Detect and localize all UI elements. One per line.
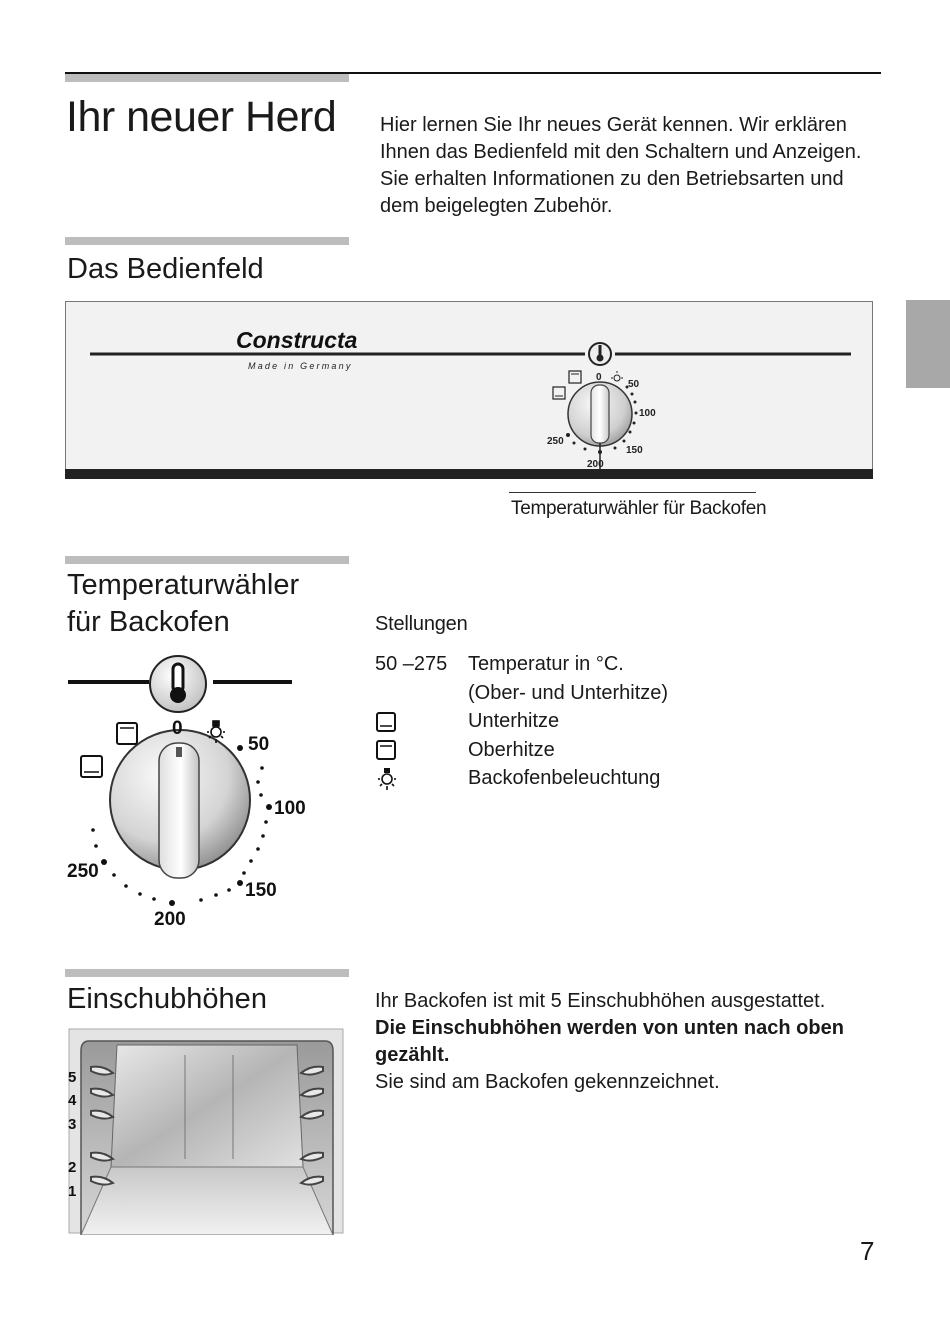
level-label-1: 1 bbox=[68, 1183, 77, 1200]
level-label-4: 4 bbox=[68, 1092, 77, 1109]
panel-dial-label-0: 0 bbox=[596, 372, 602, 383]
oven-light-icon bbox=[375, 764, 465, 793]
position-value: Unterhitze bbox=[468, 710, 560, 732]
level-label-5: 5 bbox=[68, 1069, 77, 1086]
panel-dial-label-200: 200 bbox=[587, 459, 604, 470]
temperature-dial-illustration bbox=[62, 650, 312, 940]
made-in-label: Made in Germany bbox=[248, 361, 353, 371]
position-value: Temperatur in °C. bbox=[468, 653, 624, 675]
panel-dial-label-50: 50 bbox=[628, 379, 640, 390]
positions-heading: Stellungen bbox=[375, 613, 468, 635]
section-title-bedienfeld: Das Bedienfeld bbox=[67, 253, 264, 285]
control-panel-illustration bbox=[65, 301, 873, 479]
section-bar bbox=[65, 556, 349, 564]
section-bar bbox=[65, 237, 349, 245]
chapter-tab bbox=[906, 300, 950, 388]
top-heat-icon bbox=[375, 736, 465, 765]
section-title-einschub: Einschubhöhen bbox=[67, 983, 267, 1015]
panel-dial-label-150: 150 bbox=[626, 445, 643, 456]
level-label-3: 3 bbox=[68, 1116, 77, 1133]
position-value: Oberhitze bbox=[468, 738, 555, 761]
section-title-temp-line1: Temperaturwähler bbox=[67, 569, 300, 601]
dial-label-100: 100 bbox=[274, 798, 306, 819]
section-bar bbox=[65, 74, 349, 82]
einschub-text-3: Sie sind am Backofen gekennzeichnet. bbox=[375, 1071, 720, 1093]
oven-interior-illustration bbox=[67, 1027, 345, 1240]
dial-label-0: 0 bbox=[172, 718, 183, 739]
einschub-text-2: Die Einschubhöhen werden von unten nach oben gezählt. bbox=[375, 1017, 844, 1066]
section-title-temp-line2: für Backofen bbox=[67, 606, 230, 638]
position-value: (Ober- und Unterhitze) bbox=[468, 681, 669, 704]
level-label-2: 2 bbox=[68, 1159, 77, 1176]
position-key: 50 –275 bbox=[375, 653, 448, 675]
panel-dial-label-100: 100 bbox=[639, 408, 656, 419]
einschub-text-1: Ihr Backofen ist mit 5 Einschubhöhen ausgestattet. bbox=[375, 990, 826, 1012]
page-number: 7 bbox=[860, 1236, 875, 1266]
dial-label-250: 250 bbox=[67, 861, 99, 882]
intro-text: Hier lernen Sie Ihr neues Gerät kennen. Wir erklären Ihnen das Bedienfeld mit den Schaltern und Anzeigen. Sie erhalten Informationen zu den Betriebsarten und dem beigelegten Zubehör. bbox=[380, 114, 862, 217]
dial-label-150: 150 bbox=[245, 880, 277, 901]
dial-label-50: 50 bbox=[248, 734, 270, 755]
section-bar bbox=[65, 969, 349, 977]
brand-logo: Constructa bbox=[236, 327, 358, 353]
bottom-heat-icon bbox=[81, 756, 102, 777]
dial-label-200: 200 bbox=[154, 909, 186, 930]
einschub-text bbox=[375, 988, 885, 1096]
bottom-heat-icon bbox=[375, 707, 465, 736]
callout-label: Temperaturwähler für Backofen bbox=[511, 498, 767, 519]
top-heat-icon bbox=[117, 723, 137, 744]
page-title: Ihr neuer Herd bbox=[66, 93, 337, 141]
panel-dial-label-250: 250 bbox=[547, 436, 564, 447]
position-value: Backofenbeleuchtung bbox=[468, 767, 661, 789]
callout-line bbox=[509, 492, 756, 493]
